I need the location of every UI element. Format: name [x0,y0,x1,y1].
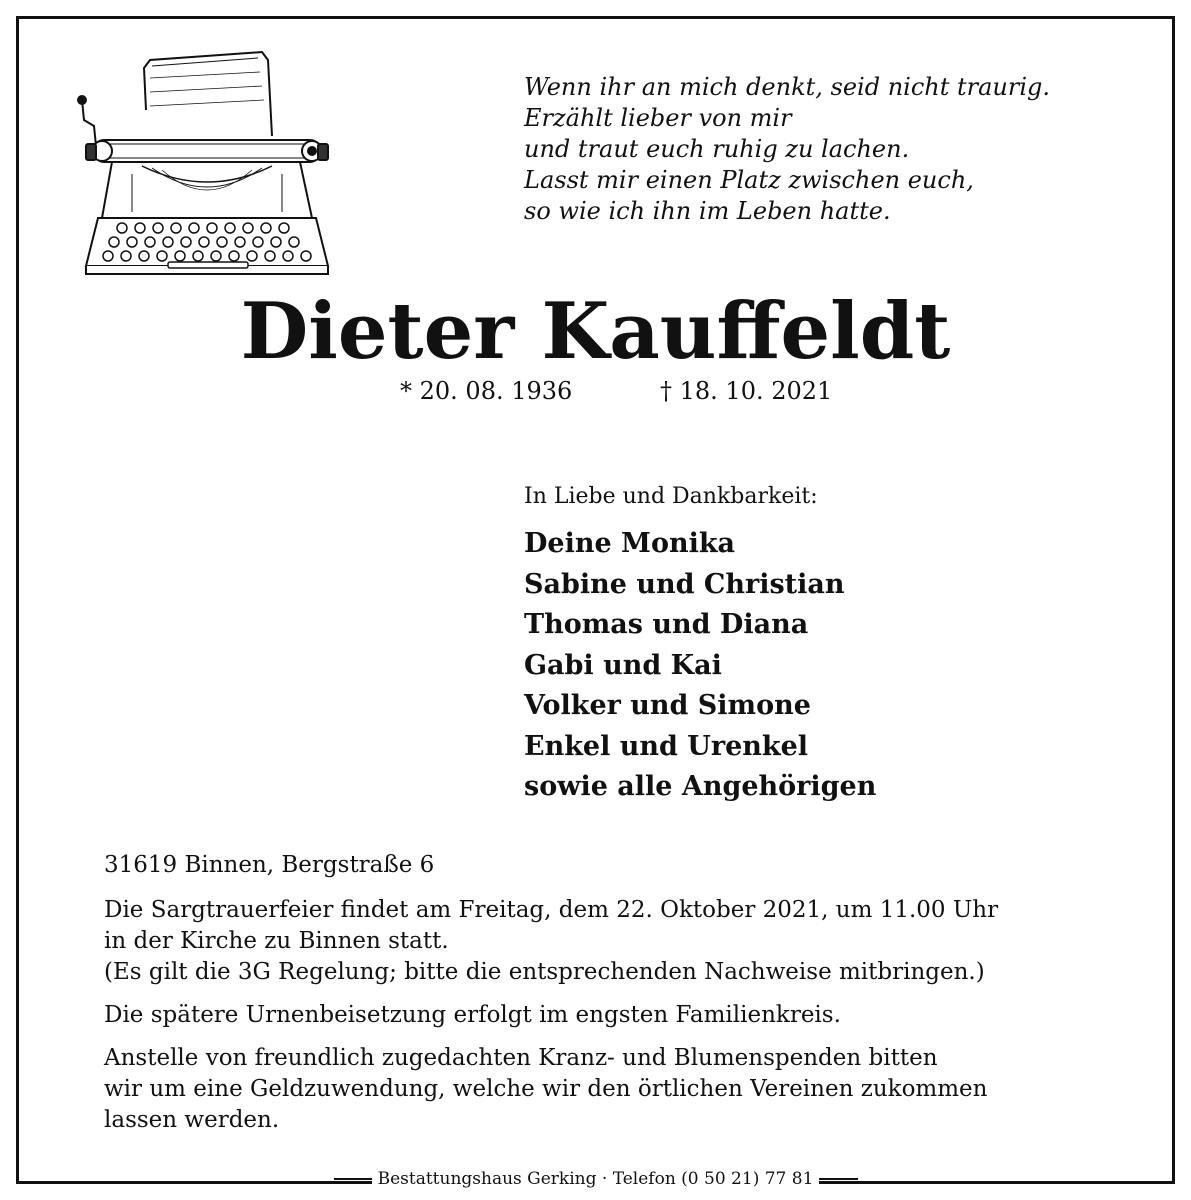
family-member: Enkel und Urenkel [524,730,809,762]
typewriter-icon [72,48,342,278]
poem-line: und traut euch ruhig zu lachen. [524,135,910,163]
notice-details [104,850,1094,1136]
burial-note: Die spätere Urnenbeisetzung erfolgt im engsten Familienkreis. [104,1002,841,1028]
ceremony-line: in der Kirche zu Binnen statt. [104,928,449,954]
donation-line: wir um eine Geldzuwendung, welche wir den örtlichen Vereinen zukommen [104,1076,988,1102]
family-member: Gabi und Kai [524,649,722,681]
family-member: Thomas und Diana [524,609,809,640]
poem-line: Erzählt lieber von mir [524,104,792,132]
address: 31619 Binnen, Bergstraße 6 [104,852,435,878]
family-member: Deine Monika [524,528,736,559]
death-date: † 18. 10. 2021 [660,377,833,405]
donation-line: lassen werden. [104,1107,280,1133]
family-list [524,524,876,808]
birth-date: * 20. 08. 1936 [400,377,573,405]
funeral-home-label [16,1166,1175,1192]
family-member: sowie alle Angehörigen [524,771,877,802]
poem-line: Wenn ihr an mich denkt, seid nicht traurig. [524,73,1051,101]
life-dates [0,377,1191,409]
donation-line: Anstelle von freundlich zugedachten Kranz- und Blumenspenden bitten [104,1045,938,1071]
thanks-intro: In Liebe und Dankbarkeit: [524,484,818,509]
footer [16,1166,1175,1194]
poem-line: so wie ich ihn im Leben hatte. [524,197,891,225]
poem-line: Lasst mir einen Platz zwischen euch, [524,166,974,194]
poem [524,72,1124,227]
ceremony-line: Die Sargtrauerfeier findet am Freitag, dem 22. Oktober 2021, um 11.00 Uhr [104,897,999,923]
family-member: Volker und Simone [524,690,811,721]
funeral-home-text: Bestattungshaus Gerking · Telefon (0 50 21) 77 81 [372,1169,820,1189]
family-member: Sabine und Christian [524,568,845,600]
deceased-name: Dieter Kauffeldt [240,286,951,377]
ceremony-line: (Es gilt die 3G Regelung; bitte die entsprechenden Nachweise mitbringen.) [104,959,985,985]
